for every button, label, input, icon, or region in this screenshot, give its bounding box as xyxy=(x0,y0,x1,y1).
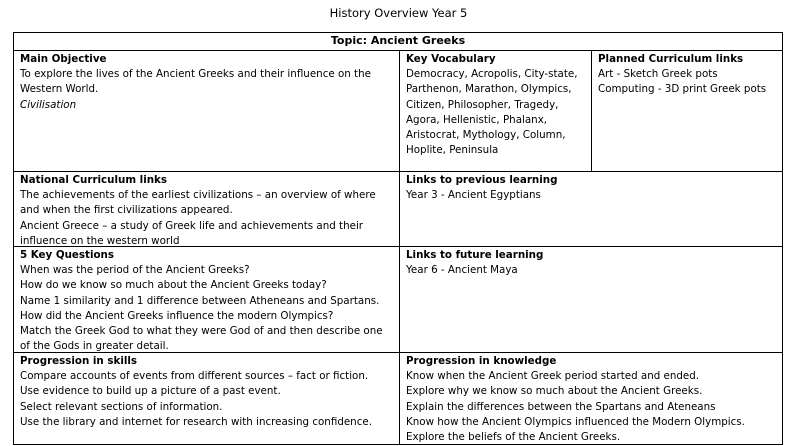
skills-cell xyxy=(14,353,399,444)
knowledge-item: Know how the Ancient Olympics influenced the Modern Olympics. xyxy=(406,415,745,428)
key-question-item: Match the Greek God to what they were God of and then describe one of the Gods in greater detail. xyxy=(20,325,383,352)
row-progression xyxy=(14,353,782,444)
key-questions-heading: 5 Key Questions xyxy=(20,249,115,261)
key-vocabulary-heading: Key Vocabulary xyxy=(406,53,496,65)
main-objective-text: To explore the lives of the Ancient Greeks and their influence on the Western World. xyxy=(20,68,371,96)
knowledge-item: Explore the beliefs of the Ancient Greeks. xyxy=(406,431,621,444)
previous-learning-item: Year 3 - Ancient Egyptians xyxy=(406,189,541,202)
key-question-item: When was the period of the Ancient Greeks? xyxy=(20,264,250,277)
future-learning-item: Year 6 - Ancient Maya xyxy=(406,264,518,277)
knowledge-item: Explore why we know so much about the Ancient Greeks. xyxy=(406,385,703,398)
main-objective-note: Civilisation xyxy=(20,98,77,111)
key-question-item: How did the Ancient Greeks influence the modern Olympics? xyxy=(20,309,334,322)
curriculum-link-item: Computing - 3D print Greek pots xyxy=(598,83,767,96)
topic-heading: Topic: Ancient Greeks xyxy=(14,33,782,51)
curriculum-links-heading: Planned Curriculum links xyxy=(598,53,744,65)
row-objectives xyxy=(14,51,782,172)
previous-learning-cell xyxy=(399,172,782,246)
national-curriculum-item: Ancient Greece – a study of Greek life and achievements and their influence on the western world xyxy=(20,219,364,246)
national-curriculum-heading: National Curriculum links xyxy=(20,174,168,186)
overview-table xyxy=(13,32,783,445)
curriculum-links-cell xyxy=(591,51,782,171)
main-objective-heading: Main Objective xyxy=(20,53,107,65)
key-questions-cell xyxy=(14,247,399,352)
skills-item: Select relevant sections of information. xyxy=(20,400,223,413)
future-learning-heading: Links to future learning xyxy=(406,249,544,261)
knowledge-heading: Progression in knowledge xyxy=(406,355,557,367)
key-question-item: How do we know so much about the Ancient Greeks today? xyxy=(20,279,327,292)
skills-item: Compare accounts of events from different sources – fact or fiction. xyxy=(20,370,369,383)
curriculum-link-item: Art - Sketch Greek pots xyxy=(598,68,718,81)
national-curriculum-cell xyxy=(14,172,399,246)
knowledge-item: Explain the differences between the Spartans and Ateneans xyxy=(406,400,716,413)
skills-item: Use the library and internet for research with increasing confidence. xyxy=(20,415,372,428)
key-vocabulary-cell xyxy=(399,51,591,171)
skills-item: Use evidence to build up a picture of a past event. xyxy=(20,385,281,398)
row-key-questions xyxy=(14,247,782,353)
key-question-item: Name 1 similarity and 1 difference between Atheneans and Spartans. xyxy=(20,294,380,307)
knowledge-cell xyxy=(399,353,782,444)
skills-heading: Progression in skills xyxy=(20,355,138,367)
main-objective-cell xyxy=(14,51,399,171)
national-curriculum-item: The achievements of the earliest civilizations – an overview of where and when the first civilizations appeared. xyxy=(20,189,376,217)
key-vocabulary-text: Democracy, Acropolis, City-state, Parthenon, Marathon, Olympics, Citizen, Philosopher, Tragedy, Agora, Hellenistic, Phalanx, Aristocrat, Mythology, Column, Hoplite, Peninsula xyxy=(406,68,578,157)
document-title: History Overview Year 5 xyxy=(329,6,468,20)
row-national-curriculum xyxy=(14,172,782,247)
previous-learning-heading: Links to previous learning xyxy=(406,174,558,186)
future-learning-cell xyxy=(399,247,782,352)
knowledge-item: Know when the Ancient Greek period started and ended. xyxy=(406,370,700,383)
